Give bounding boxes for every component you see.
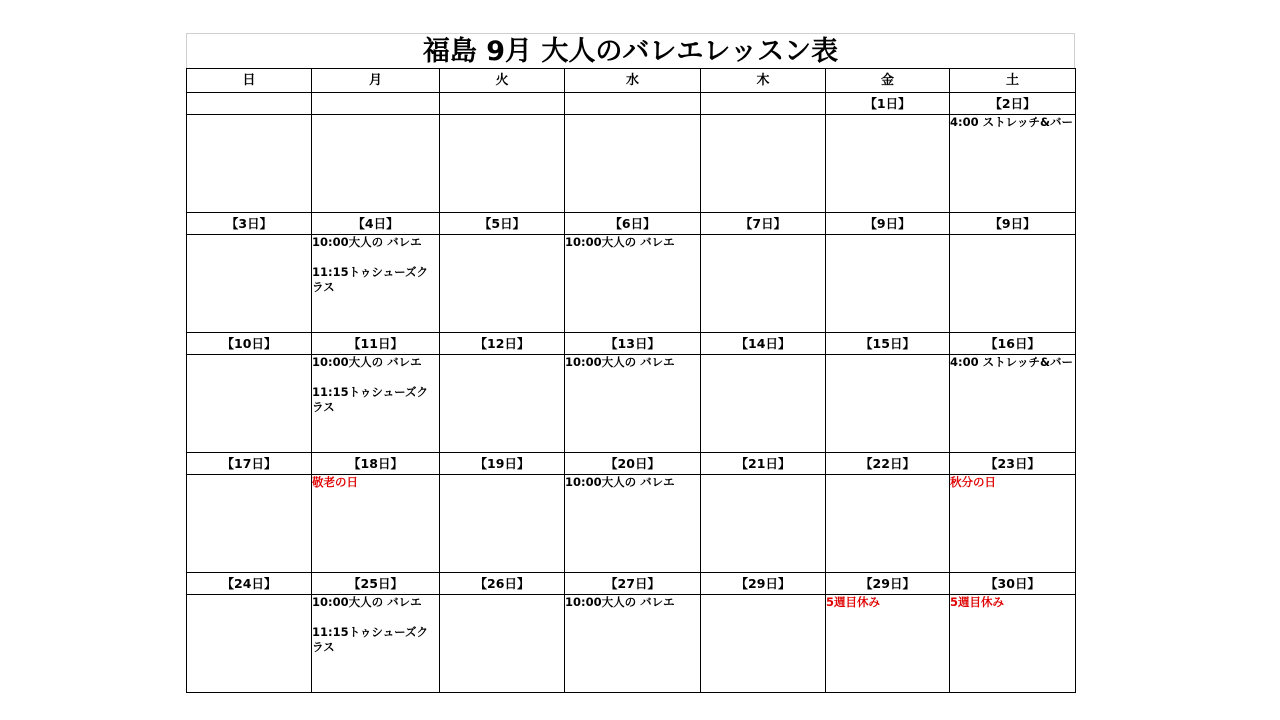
day-cell	[950, 595, 1076, 693]
date-label: 【14日】	[701, 333, 826, 355]
day-cell	[565, 235, 701, 333]
date-row	[187, 93, 1076, 115]
date-label: 【12日】	[440, 333, 565, 355]
event-entry: 10:00大人の バレエ	[312, 355, 422, 369]
date-label: 【22日】	[826, 453, 950, 475]
schedule-sheet	[186, 33, 1075, 700]
event-entry: 10:00大人の バレエ	[565, 595, 675, 609]
event-entry: 10:00大人の バレエ	[312, 595, 422, 609]
event-entry: 10:00大人の バレエ	[565, 355, 675, 369]
event-entry: 11:15トゥシューズクラス	[312, 625, 429, 654]
day-cell	[701, 235, 826, 333]
date-label: 【25日】	[312, 573, 440, 595]
day-cell	[950, 475, 1076, 573]
day-cell	[565, 475, 701, 573]
date-row	[187, 453, 1076, 475]
day-cell	[440, 475, 565, 573]
day-cell	[565, 355, 701, 453]
date-label: 【15日】	[826, 333, 950, 355]
weekday-thu: 木	[701, 69, 826, 93]
page-title: 福島 9月 大人のバレエレッスン表	[186, 33, 1075, 68]
date-label	[440, 93, 565, 115]
date-label: 【10日】	[187, 333, 312, 355]
date-label: 【20日】	[565, 453, 701, 475]
day-cell	[565, 115, 701, 213]
weekday-tue: 火	[440, 69, 565, 93]
event-entry: 4:00 ストレッチ&バー	[950, 355, 1074, 369]
event-entry: 11:15トゥシューズクラス	[312, 265, 429, 294]
date-label: 【9日】	[950, 213, 1076, 235]
weekday-wed: 水	[565, 69, 701, 93]
day-cell	[187, 355, 312, 453]
date-label	[565, 93, 701, 115]
day-cell	[440, 595, 565, 693]
date-label: 【29日】	[826, 573, 950, 595]
day-cell	[950, 115, 1076, 213]
date-label: 【11日】	[312, 333, 440, 355]
events-row	[187, 355, 1076, 453]
event-entry: 5週目休み	[950, 595, 1005, 609]
date-row	[187, 213, 1076, 235]
date-label: 【23日】	[950, 453, 1076, 475]
day-cell	[312, 355, 440, 453]
events-row	[187, 235, 1076, 333]
day-cell	[187, 235, 312, 333]
events-row	[187, 115, 1076, 213]
date-label: 【1日】	[826, 93, 950, 115]
date-label: 【2日】	[950, 93, 1076, 115]
day-cell	[950, 355, 1076, 453]
day-cell	[701, 475, 826, 573]
weekday-sun: 日	[187, 69, 312, 93]
date-label: 【29日】	[701, 573, 826, 595]
date-label: 【3日】	[187, 213, 312, 235]
date-label: 【17日】	[187, 453, 312, 475]
date-label: 【30日】	[950, 573, 1076, 595]
date-label: 【24日】	[187, 573, 312, 595]
day-cell	[826, 235, 950, 333]
day-cell	[440, 115, 565, 213]
day-cell	[701, 115, 826, 213]
date-label: 【4日】	[312, 213, 440, 235]
weekday-mon: 月	[312, 69, 440, 93]
day-cell	[826, 115, 950, 213]
date-label: 【9日】	[826, 213, 950, 235]
day-cell	[312, 595, 440, 693]
date-row	[187, 333, 1076, 355]
date-label	[701, 93, 826, 115]
weekday-fri: 金	[826, 69, 950, 93]
day-cell	[187, 115, 312, 213]
day-cell	[440, 235, 565, 333]
weekday-sat: 土	[950, 69, 1076, 93]
date-label	[312, 93, 440, 115]
day-cell	[701, 355, 826, 453]
day-cell	[440, 355, 565, 453]
date-label: 【27日】	[565, 573, 701, 595]
date-label: 【26日】	[440, 573, 565, 595]
date-label: 【18日】	[312, 453, 440, 475]
date-label: 【6日】	[565, 213, 701, 235]
day-cell	[312, 235, 440, 333]
day-cell	[187, 595, 312, 693]
date-label: 【19日】	[440, 453, 565, 475]
date-label: 【5日】	[440, 213, 565, 235]
day-cell	[312, 115, 440, 213]
day-cell	[826, 355, 950, 453]
events-row	[187, 595, 1076, 693]
date-label: 【13日】	[565, 333, 701, 355]
date-label: 【7日】	[701, 213, 826, 235]
weekday-header-row	[187, 69, 1076, 93]
event-entry: 4:00 ストレッチ&バー	[950, 115, 1074, 129]
event-entry: 11:15トゥシューズクラス	[312, 385, 429, 414]
events-row	[187, 475, 1076, 573]
date-label: 【16日】	[950, 333, 1076, 355]
calendar-body	[187, 93, 1076, 693]
day-cell	[826, 475, 950, 573]
calendar-table	[186, 68, 1076, 693]
date-label	[187, 93, 312, 115]
event-entry: 10:00大人の バレエ	[312, 235, 422, 249]
event-entry: 5週目休み	[826, 595, 881, 609]
day-cell	[701, 595, 826, 693]
event-entry: 10:00大人の バレエ	[565, 235, 675, 249]
day-cell	[950, 235, 1076, 333]
day-cell	[187, 475, 312, 573]
event-entry: 敬老の日	[312, 475, 358, 489]
date-label: 【21日】	[701, 453, 826, 475]
event-entry: 秋分の日	[950, 475, 996, 489]
day-cell	[565, 595, 701, 693]
date-row	[187, 573, 1076, 595]
day-cell	[826, 595, 950, 693]
day-cell	[312, 475, 440, 573]
event-entry: 10:00大人の バレエ	[565, 475, 675, 489]
